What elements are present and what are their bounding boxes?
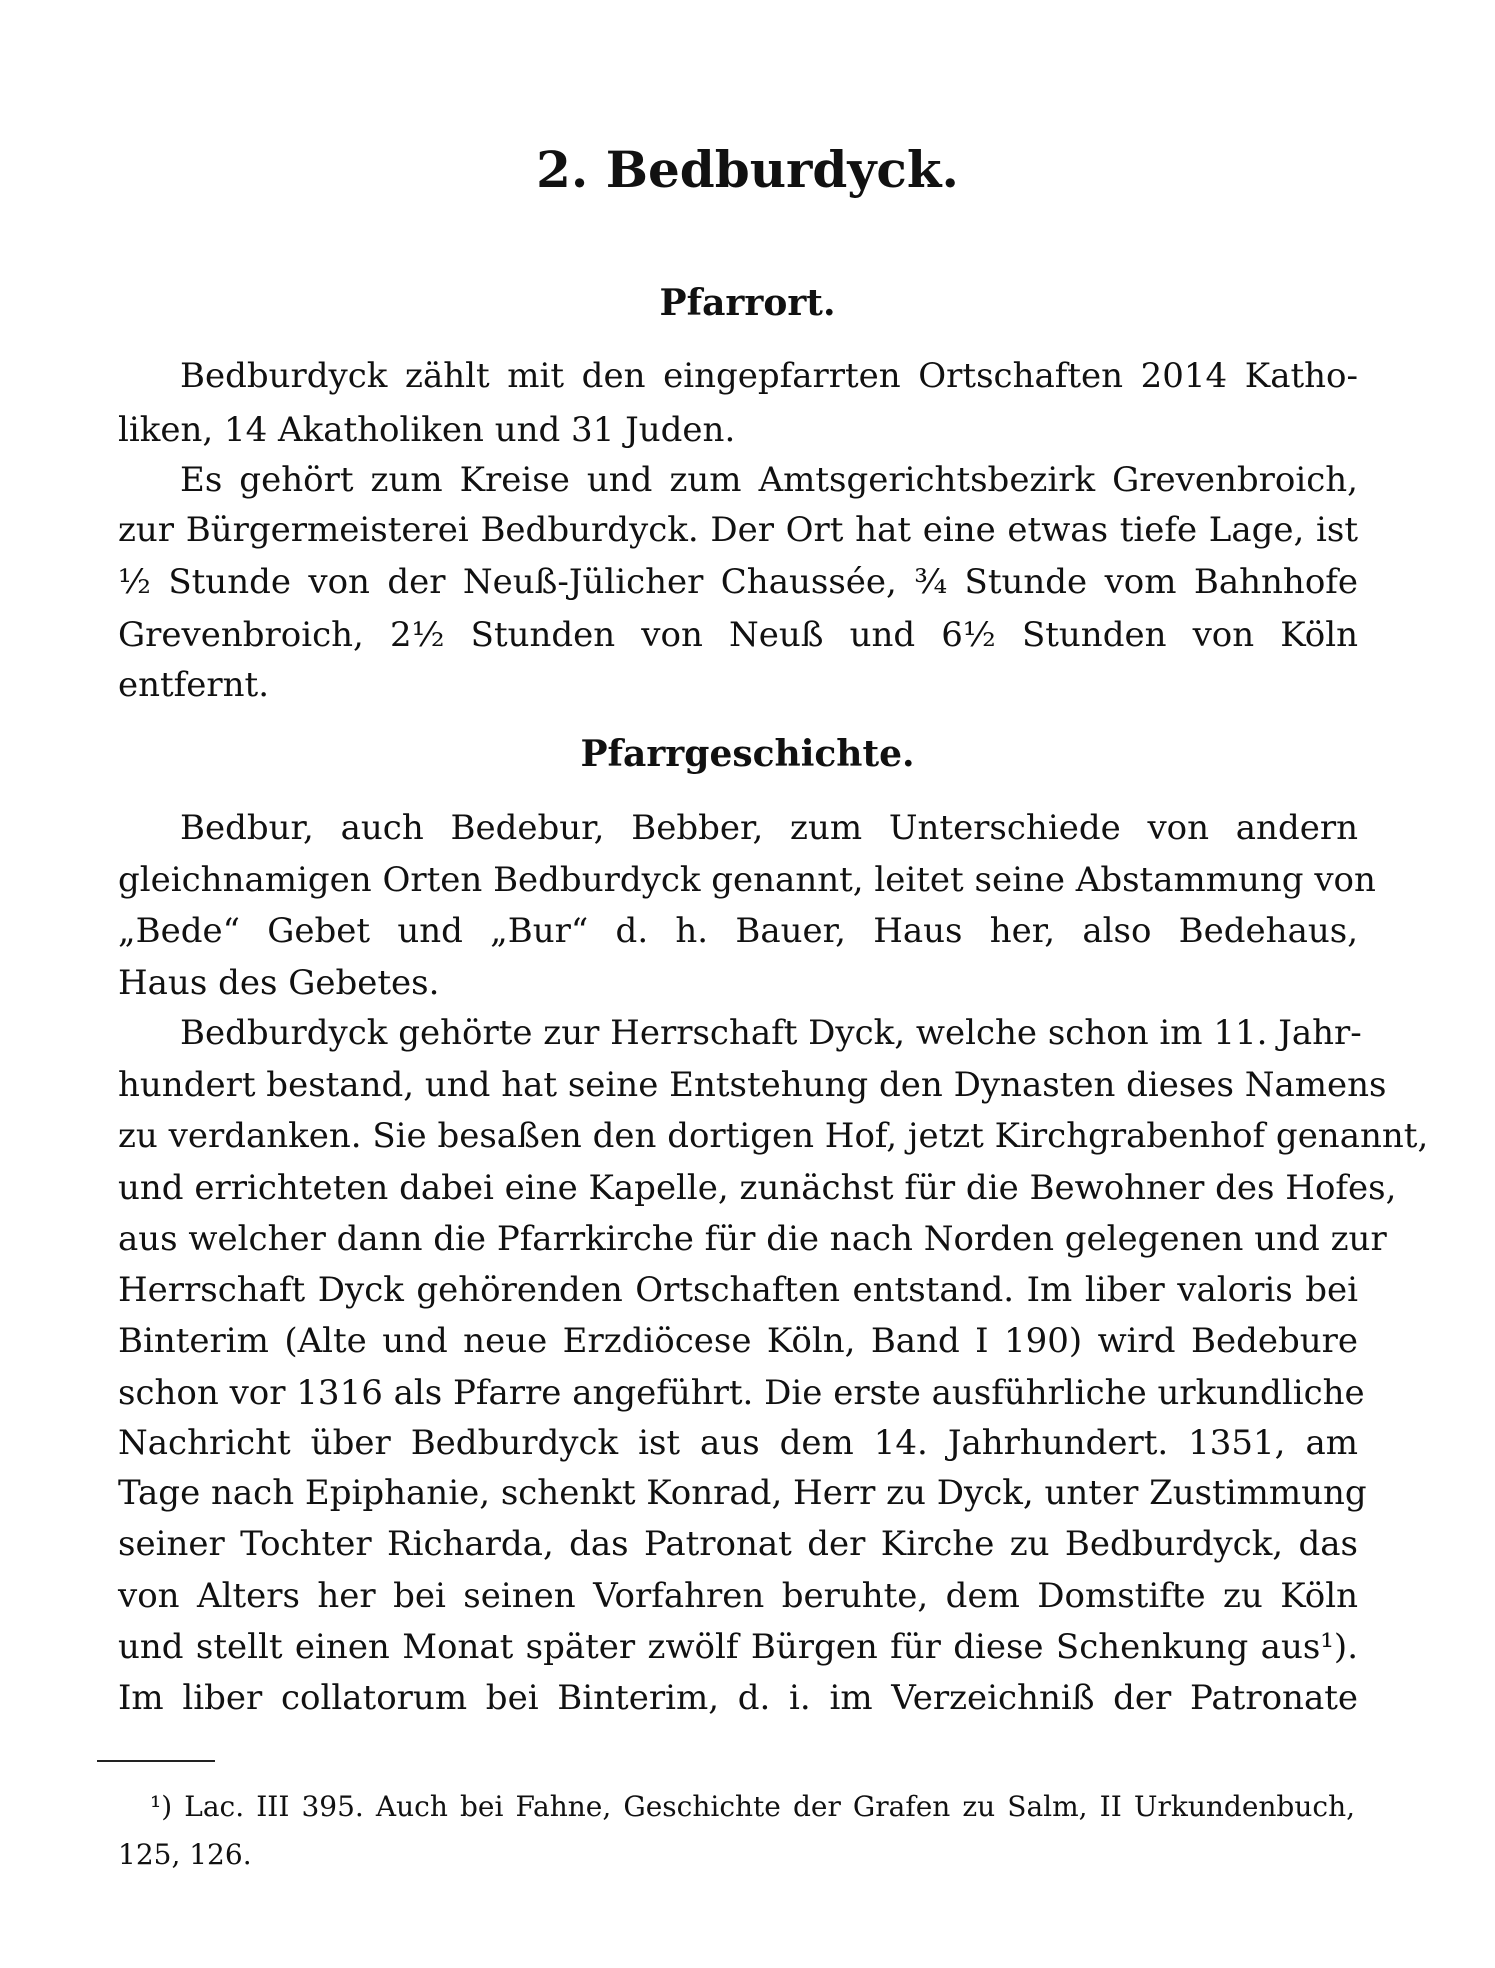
text-line: gleichnamigen Orten Bedburdyck genannt, leitet seine Abstammung von bbox=[118, 860, 1376, 900]
footnote-line: 125, 126. bbox=[118, 1838, 252, 1871]
section-heading-pfarrort: Pfarrort. bbox=[659, 282, 836, 324]
text-line: Bedbur, auch Bedebur, Bebber, zum Unterschiede von andern bbox=[180, 808, 1358, 848]
text-line: aus welcher dann die Pfarrkirche für die nach Norden gelegenen und zur bbox=[118, 1219, 1387, 1259]
text-line: Bedburdyck gehörte zur Herrschaft Dyck, welche schon im 11. Jahr- bbox=[180, 1013, 1362, 1053]
text-line: und errichteten dabei eine Kapelle, zunächst für die Bewohner des Hofes, bbox=[118, 1168, 1397, 1208]
text-line: und stellt einen Monat später zwölf Bürgen für diese Schenkung aus¹). bbox=[118, 1627, 1358, 1667]
text-line: seiner Tochter Richarda, das Patronat der Kirche zu Bedburdyck, das bbox=[118, 1524, 1358, 1564]
text-line: Es gehört zum Kreise und zum Amtsgerichtsbezirk Grevenbroich, bbox=[180, 460, 1358, 500]
text-line: Binterim (Alte und neue Erzdiöcese Köln, Band I 190) wird Bedebure bbox=[118, 1321, 1358, 1361]
footnote-divider bbox=[97, 1760, 215, 1762]
text-line: Tage nach Epiphanie, schenkt Konrad, Herr zu Dyck, unter Zustimmung bbox=[118, 1473, 1367, 1513]
text-line: schon vor 1316 als Pfarre angeführt. Die erste ausführliche urkundliche bbox=[118, 1373, 1365, 1413]
text-line: Herrschaft Dyck gehörenden Ortschaften entstand. Im liber valoris bei bbox=[118, 1270, 1358, 1310]
text-line: von Alters her bei seinen Vorfahren beruhte, dem Domstifte zu Köln bbox=[118, 1576, 1358, 1616]
text-line: Bedburdyck zählt mit den eingepfarrten Ortschaften 2014 Katho- bbox=[180, 356, 1358, 396]
text-line: „Bede“ Gebet und „Bur“ d. h. Bauer, Haus her, also Bedehaus, bbox=[118, 911, 1358, 951]
text-line: ½ Stunde von der Neuß-Jülicher Chaussée, ¾ Stunde vom Bahnhofe bbox=[118, 562, 1358, 602]
text-line: Nachricht über Bedburdyck ist aus dem 14. Jahrhundert. 1351, am bbox=[118, 1423, 1358, 1463]
text-line: Haus des Gebetes. bbox=[118, 963, 440, 1003]
text-line: Im liber collatorum bei Binterim, d. i. im Verzeichniß der Patronate bbox=[118, 1678, 1358, 1718]
text-line: entfernt. bbox=[118, 665, 270, 705]
text-line: zur Bürgermeisterei Bedburdyck. Der Ort hat eine etwas tiefe Lage, ist bbox=[118, 510, 1358, 550]
text-line: Grevenbroich, 2½ Stunden von Neuß und 6½ Stunden von Köln bbox=[118, 615, 1358, 655]
text-line: hundert bestand, und hat seine Entstehung den Dynasten dieses Namens bbox=[118, 1065, 1387, 1105]
section-heading-pfarrgeschichte: Pfarrgeschichte. bbox=[580, 733, 915, 775]
footnote-line: ¹) Lac. III 395. Auch bei Fahne, Geschichte der Grafen zu Salm, II Urkundenbuch, bbox=[150, 1790, 1355, 1823]
text-line: zu verdanken. Sie besaßen den dortigen Hof, jetzt Kirchgrabenhof genannt, bbox=[118, 1116, 1429, 1156]
page-title: 2. Bedburdyck. bbox=[536, 140, 959, 199]
text-line: liken, 14 Akatholiken und 31 Juden. bbox=[118, 410, 736, 450]
